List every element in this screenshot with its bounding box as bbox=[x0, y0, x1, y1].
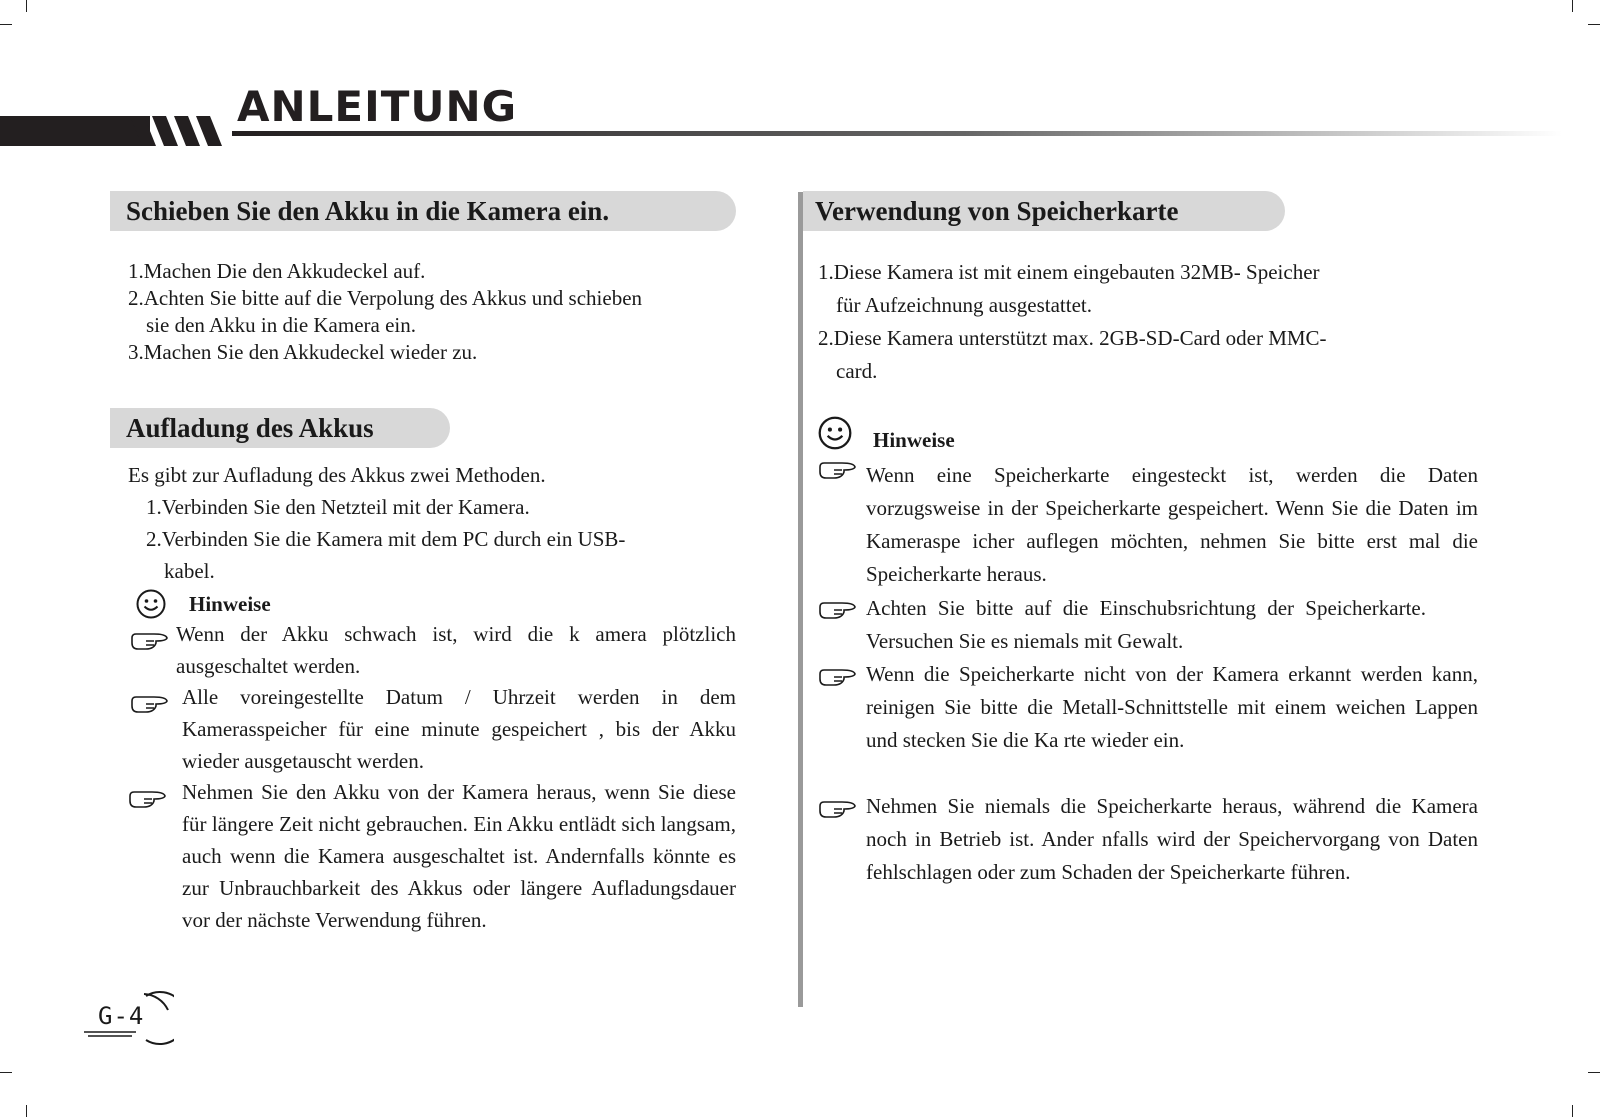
crop-mark bbox=[26, 0, 27, 12]
crop-mark bbox=[1588, 1072, 1600, 1073]
crop-mark bbox=[26, 1105, 27, 1117]
crop-mark bbox=[1572, 0, 1573, 12]
section-heading-battery-insert: Schieben Sie den Akku in die Kamera ein. bbox=[110, 191, 736, 231]
pointing-hand-icon bbox=[818, 598, 858, 620]
page-number: G-4 bbox=[98, 1002, 145, 1030]
crop-mark bbox=[0, 1072, 12, 1073]
step-item: 1.Machen Die den Akkudeckel auf. bbox=[128, 259, 426, 283]
step-item: sie den Akku in die Kamera ein. bbox=[146, 313, 417, 337]
hint-note: Wenn der Akku schwach ist, wird die k amera plötzlich ausgeschaltet werden. bbox=[176, 622, 736, 678]
section-heading-memory-card: Verwendung von Speicherkarte bbox=[803, 191, 1285, 231]
crop-mark bbox=[1572, 1105, 1573, 1117]
method-item: 1.Verbinden Sie den Netzteil mit der Kamera. bbox=[146, 495, 530, 519]
step-item: 2.Achten Sie bitte auf die Verpolung des Akkus und schieben bbox=[128, 286, 643, 310]
pointing-hand-icon bbox=[128, 787, 168, 809]
hint-note: Alle voreingestellte Datum / Uhrzeit werden in dem Kamerasspeicher für eine minute gespeichert , bis der Akku wieder ausgetauscht werden. bbox=[182, 685, 736, 773]
method-item: kabel. bbox=[164, 559, 215, 583]
pointing-hand-icon bbox=[818, 665, 858, 687]
section-heading-battery-charge: Aufladung des Akkus bbox=[110, 408, 450, 448]
pointing-hand-icon bbox=[130, 692, 170, 714]
method-item: 2.Verbinden Sie die Kamera mit dem PC durch ein USB- bbox=[146, 527, 626, 551]
hint-note: Nehmen Sie den Akku von der Kamera heraus, wenn Sie diese für längere Zeit nicht gebrauchen. Ein Akku entlädt sich langsam, auch wenn die Kamera ausgeschaltet ist. Andernfalls könnte es zur Unbrauchbarkeit des Akkus oder längere Aufladungsdauer vor der nächste Verwendung führen. bbox=[182, 780, 736, 932]
hint-note: Achten Sie bitte auf die Einschubsrichtung der Speicherkarte. Versuchen Sie es niemals mit Gewalt. bbox=[866, 596, 1426, 653]
header-bar bbox=[0, 116, 150, 146]
crop-mark bbox=[0, 24, 12, 25]
memory-item: card. bbox=[836, 359, 878, 383]
pointing-hand-icon bbox=[130, 629, 170, 651]
intro-text: Es gibt zur Aufladung des Akkus zwei Methoden. bbox=[128, 463, 546, 487]
pointing-hand-icon bbox=[818, 458, 858, 480]
crop-mark bbox=[1588, 24, 1600, 25]
hint-label: Hinweise bbox=[873, 428, 955, 452]
hint-note: Wenn die Speicherkarte nicht von der Kamera erkannt werden kann, reinigen Sie bitte die Metall-Schnittstelle mit einem weichen Lappen und stecken Sie die Ka rte wieder ein. bbox=[866, 662, 1478, 752]
memory-item: 2.Diese Kamera unterstützt max. 2GB-SD-Card oder MMC- bbox=[818, 326, 1327, 350]
memory-item: für Aufzeichnung ausgestattet. bbox=[836, 293, 1092, 317]
page-title: ANLEITUNG bbox=[237, 82, 518, 131]
pointing-hand-icon bbox=[818, 797, 858, 819]
hint-note: Wenn eine Speicherkarte eingesteckt ist, werden die Daten vorzugsweise in der Speicherkarte gespeichert. Wenn Sie die Daten im Kameraspe icher auflegen möchten, nehmen Sie bitte erst mal die Speicherkarte heraus. bbox=[866, 463, 1478, 586]
hint-note: Nehmen Sie niemals die Speicherkarte heraus, während die Kamera noch in Betrieb ist. Ander nfalls wird der Speichervorgang von Daten fehlschlagen oder zum Schaden der Speicherkarte führen. bbox=[866, 794, 1478, 884]
smiley-icon bbox=[136, 589, 166, 619]
header-rule bbox=[232, 131, 1562, 136]
header-stripes bbox=[130, 116, 240, 146]
step-item: 3.Machen Sie den Akkudeckel wieder zu. bbox=[128, 340, 478, 364]
smiley-icon bbox=[818, 416, 852, 450]
hint-label: Hinweise bbox=[189, 592, 271, 616]
memory-item: 1.Diese Kamera ist mit einem eingebauten 32MB- Speicher bbox=[818, 260, 1320, 284]
column-divider bbox=[798, 192, 803, 1007]
